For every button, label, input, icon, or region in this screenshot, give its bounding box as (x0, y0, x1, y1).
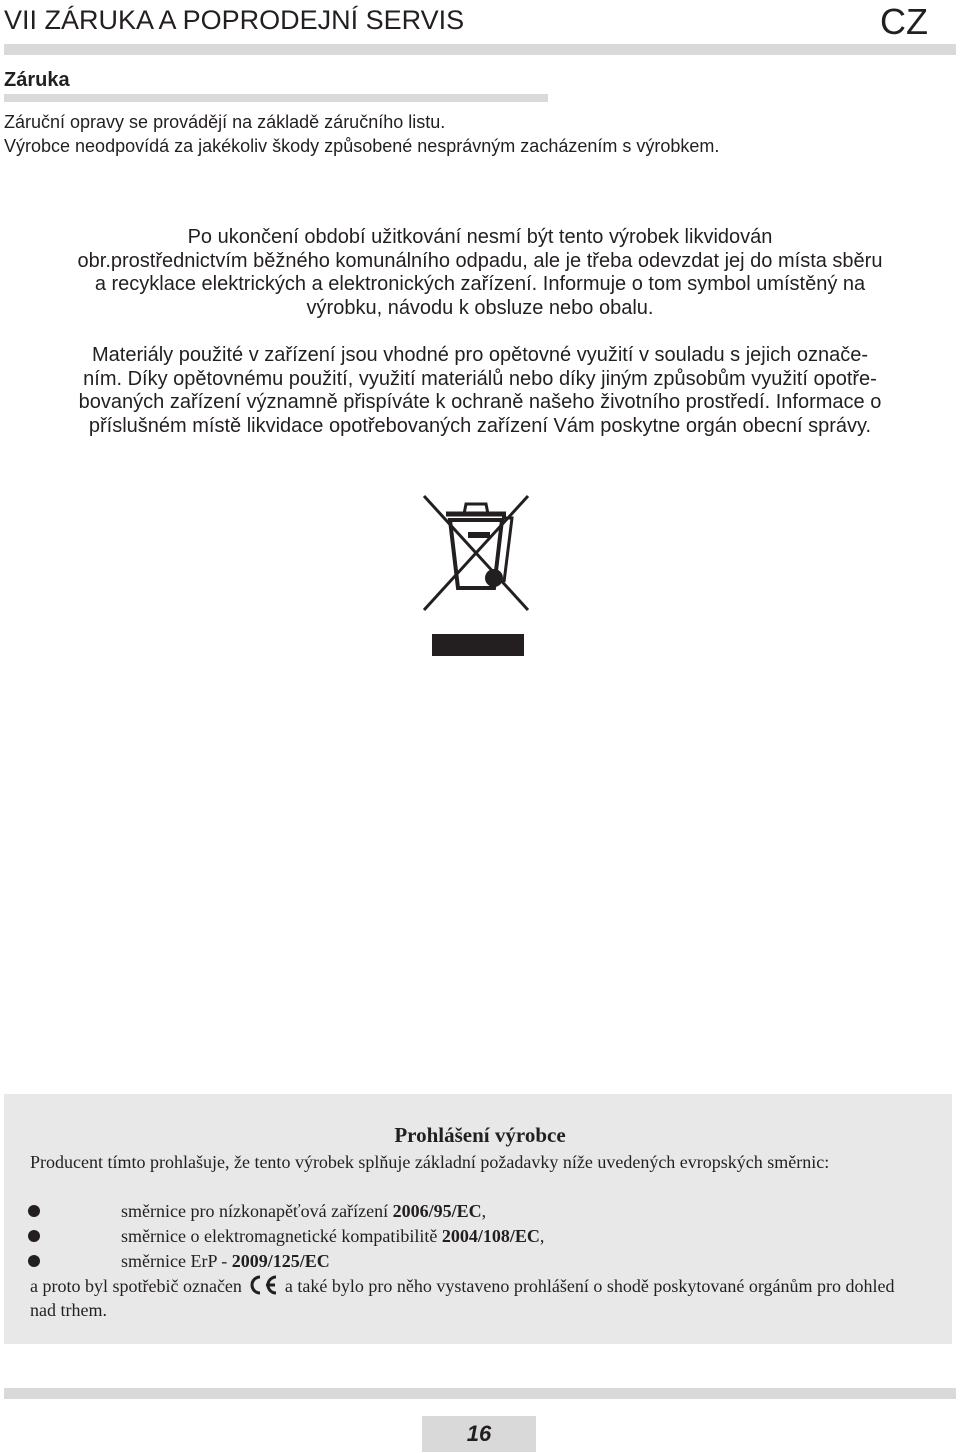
directive-text: směrnice pro nízkonapěťová zařízení (121, 1201, 393, 1221)
materials-paragraph (0, 344, 960, 438)
disposal-line: obr.prostřednictvím běžného komunálního odpadu, ale je třeba odevzdat jej do místa sběru (77, 249, 883, 272)
warranty-line: Záruční opravy se provádějí na základě záručního listu. (4, 112, 446, 132)
bullet-icon (28, 1205, 40, 1217)
crossed-out-wheelie-bin-icon (420, 492, 532, 660)
materials-line: Materiály použité v zařízení jsou vhodné pro opětovné využití v souladu s jejich označe- (92, 344, 868, 366)
list-item (28, 1199, 628, 1223)
declaration-title: Prohlášení výrobce (394, 1123, 566, 1147)
disposal-line: a recyklace elektrických a elektronických zařízení. Informuje o tom symbol umístěný na (94, 273, 866, 295)
directive-text: směrnice ErP - (121, 1251, 232, 1271)
list-item (28, 1224, 628, 1248)
page-number: 16 (466, 1421, 492, 1446)
ce-mark-icon (246, 1274, 280, 1296)
bullet-icon (28, 1255, 40, 1267)
page-title: VII ZÁRUKA A POPRODEJNÍ SERVIS (4, 5, 465, 35)
directive-suffix: , (481, 1201, 487, 1221)
declaration-conclusion (30, 1274, 910, 1322)
header-divider (4, 44, 956, 55)
directive-code: 2006/95/EC (392, 1201, 482, 1221)
section-heading-warranty: Záruka (4, 69, 70, 91)
language-code: CZ (880, 1, 928, 42)
conclusion-text-end: a také bylo pro něho vystaveno prohlášení o shodě poskytované orgánům pro dohled nad trhem. (30, 1276, 895, 1320)
bullet-icon (28, 1230, 40, 1242)
conclusion-text-start: a proto byl spotřebič označen (30, 1276, 247, 1296)
directive-code: 2009/125/EC (231, 1251, 330, 1271)
directive-code: 2004/108/EC (441, 1226, 540, 1246)
directive-suffix: , (539, 1226, 545, 1246)
materials-line: příslušném místě likvidace opotřebovaných zařízení Vám poskytne orgán obecní správy. (88, 414, 872, 437)
materials-line: ním. Díky opětovnému použití, využití materiálů nebo díky jiným způsobům využití opotře- (83, 367, 877, 390)
disposal-line: výrobku, návodu k obsluze nebo obalu. (306, 296, 654, 319)
disposal-paragraph (0, 226, 960, 320)
disposal-line: Po ukončení období užitkování nesmí být tento výrobek likvidován (187, 226, 773, 248)
directive-text: směrnice o elektromagnetické kompatibilitě (121, 1226, 442, 1246)
list-item (28, 1249, 628, 1273)
warranty-line: Výrobce neodpovídá za jakékoliv škody způsobené nesprávným zacházením s výrobkem. (4, 136, 720, 156)
footer-divider (4, 1388, 956, 1399)
section-divider (4, 94, 548, 102)
warranty-text (4, 110, 719, 158)
materials-line: bovaných zařízení významně přispíváte k ochraně našeho životního prostředí. Informace o (78, 391, 882, 413)
declaration-intro: Producent tímto prohlašuje, že tento výrobek splňuje základní požadavky níže uvedených evropských směrnic: (30, 1152, 830, 1172)
